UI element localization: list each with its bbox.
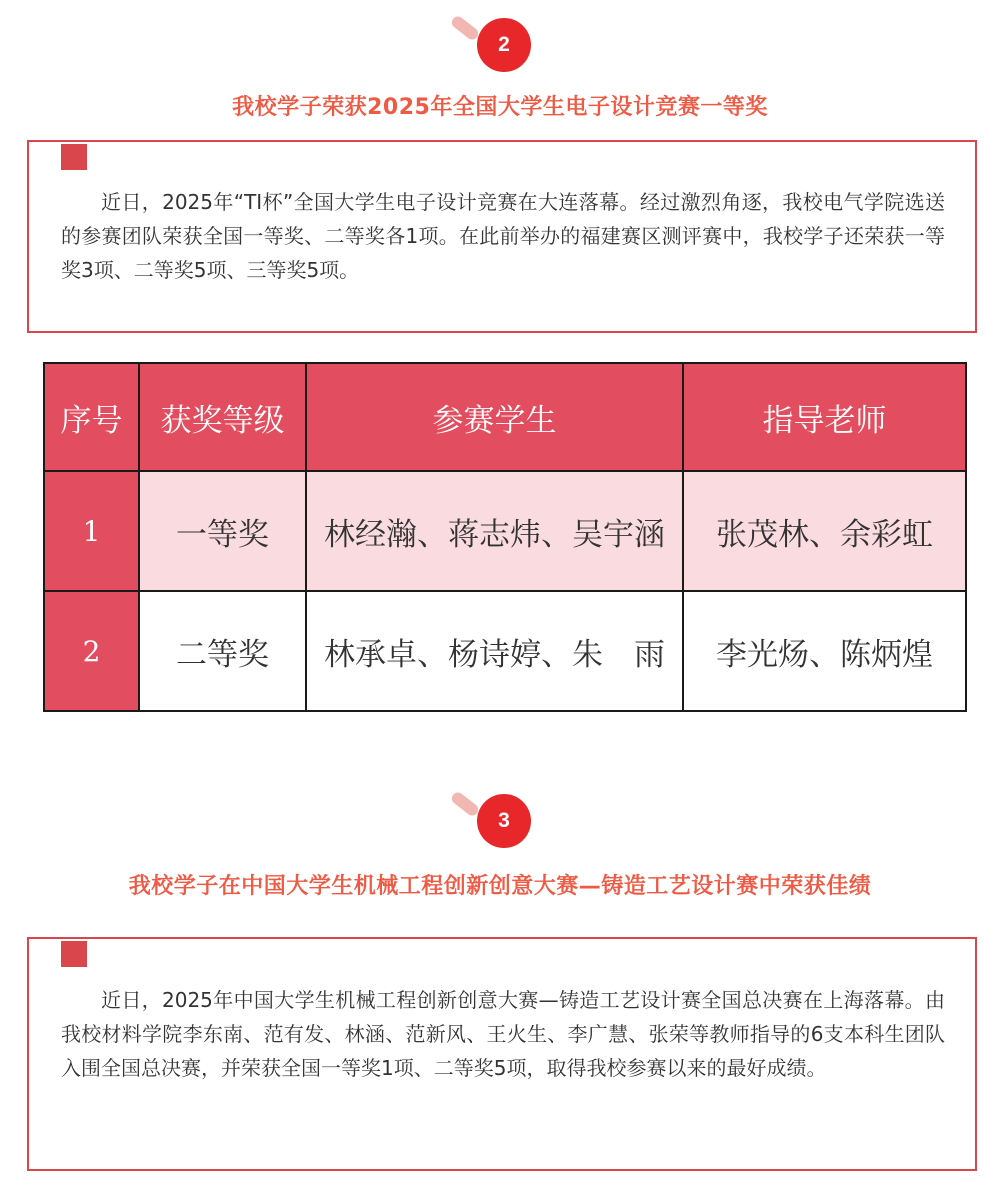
row-index: 2 (44, 591, 139, 711)
section-text-box-3 (27, 937, 977, 1171)
section-badge-3 (450, 794, 540, 854)
table-row (44, 591, 966, 711)
row-level: 二等奖 (139, 591, 306, 711)
badge-pill-decoration (449, 14, 480, 42)
header-students: 参赛学生 (306, 363, 683, 471)
header-level: 获奖等级 (139, 363, 306, 471)
header-advisors: 指导老师 (683, 363, 966, 471)
corner-square-icon (61, 144, 87, 170)
row-level: 一等奖 (139, 471, 306, 591)
section-paragraph-2: 近日，2025年“TI杯”全国大学生电子设计竞赛在大连落幕。经过激烈角逐，我校电气学院选送的参赛团队荣获全国一等奖、二等奖各1项。在此前举办的福建赛区测评赛中，我校学子还荣获一等奖3项、二等奖5项、三等奖5项。 (61, 190, 945, 282)
row-index: 1 (44, 471, 139, 591)
row-advisors: 张茂林、余彩虹 (683, 471, 966, 591)
section-text-box-2 (27, 140, 977, 333)
section-paragraph-3: 近日，2025年中国大学生机械工程创新创意大赛—铸造工艺设计赛全国总决赛在上海落幕。由我校材料学院李东南、范有发、林涵、范新风、王火生、李广慧、张荣等教师指导的6支本科生团队入围全国总决赛，并荣获全国一等奖1项、二等奖5项，取得我校参赛以来的最好成绩。 (61, 988, 945, 1080)
section-number-3: 3 (477, 794, 531, 848)
section-number-2: 2 (477, 18, 531, 72)
corner-square-icon (61, 941, 87, 967)
header-index: 序号 (44, 363, 139, 471)
awards-table (43, 362, 967, 712)
section-title-3: 我校学子在中国大学生机械工程创新创意大赛—铸造工艺设计赛中荣获佳绩 (128, 874, 872, 899)
section-title-2: 我校学子荣获2025年全国大学生电子设计竞赛一等奖 (232, 95, 768, 120)
row-advisors: 李光炀、陈炳煌 (683, 591, 966, 711)
section-badge-2 (450, 18, 540, 78)
badge-pill-decoration (449, 790, 480, 818)
row-students: 林承卓、杨诗婷、朱 雨 (306, 591, 683, 711)
table-row (44, 471, 966, 591)
row-students: 林经瀚、蒋志炜、吴宇涵 (306, 471, 683, 591)
table-header-row (44, 363, 966, 471)
